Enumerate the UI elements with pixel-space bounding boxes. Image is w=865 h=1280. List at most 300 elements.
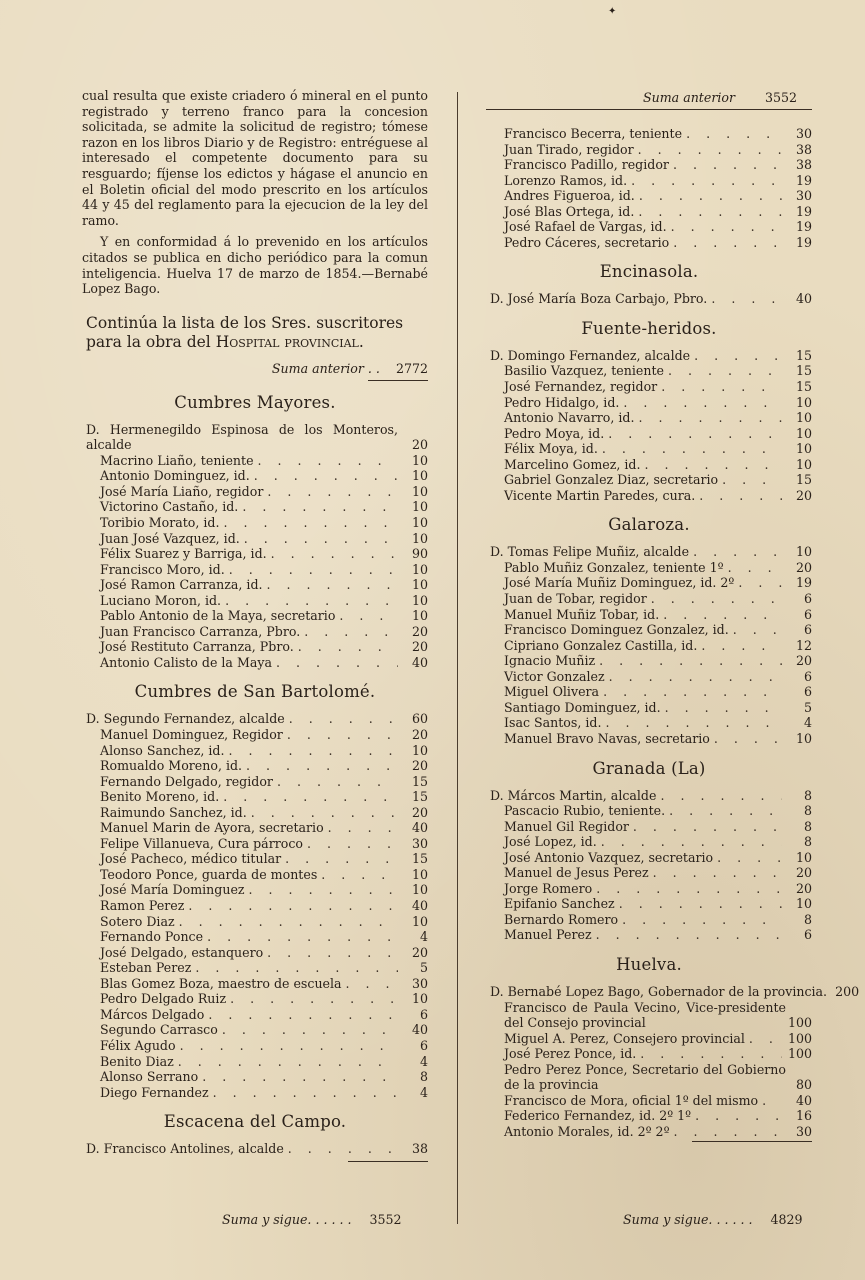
leader-dots: [596, 927, 782, 943]
entry-amount: 20: [795, 653, 812, 669]
entry-name: Esteban Perez: [100, 960, 192, 976]
town-heading: Escacena del Campo.: [163, 1112, 347, 1132]
entry-amount: 10: [411, 608, 428, 624]
entry-row: [486, 1046, 812, 1062]
entry-row: [486, 865, 812, 881]
edge-mark: ✦: [608, 6, 617, 17]
entry-name: Diego Fernandez: [100, 1084, 209, 1100]
entry-amount: 19: [795, 575, 812, 591]
entry-row: [82, 851, 428, 867]
entry-name: Teodoro Ponce, guarda de montes: [100, 866, 318, 882]
lead-entry: [486, 544, 812, 560]
entry-name: Alonso Sanchez, id.: [100, 742, 225, 758]
entry-row: [82, 960, 428, 976]
leader-dots: [289, 711, 398, 727]
entry-name: Blas Gomez Boza, maestro de escuela: [100, 975, 342, 991]
entry-row: [486, 622, 812, 638]
leader-dots: [179, 914, 398, 930]
entry-row: [82, 882, 428, 898]
entry-amount: 16: [795, 1108, 812, 1124]
entry-amount: 15: [795, 347, 812, 363]
leader-dots: [267, 577, 398, 593]
leader-dots: [321, 867, 398, 883]
right-total-label: Suma y sigue.: [623, 1212, 713, 1227]
entry-name: Pablo Antonio de la Maya, secretario: [100, 608, 336, 624]
entry-row: [486, 173, 812, 189]
entry-amount: 10: [411, 530, 428, 546]
entry-amount: 30: [411, 975, 428, 991]
entry-row: [486, 575, 812, 591]
town-heading: Fuente-heridos.: [581, 318, 717, 338]
leader-dots: [623, 395, 782, 411]
leader-dots: [229, 562, 398, 578]
leader-dots: [276, 655, 398, 671]
entry-row: [486, 363, 812, 379]
entry-name: Francisco Moro, id.: [100, 561, 225, 577]
leader-dots: [639, 188, 782, 204]
entry-amount: 10: [411, 991, 428, 1007]
entry-amount: 40: [795, 1092, 812, 1108]
leader-dots: [188, 898, 398, 914]
entry-name: Félix Moya, id.: [504, 441, 598, 457]
entry-row: [82, 531, 428, 547]
entry-name: D. Francisco Antolines, alcalde: [86, 1141, 284, 1157]
leader-dots: [267, 945, 398, 961]
list-title-prefix: Continúa la lista de los Sres. suscritores para la obra del: [86, 313, 404, 351]
leader-dots: [738, 575, 782, 591]
leader-dots: [699, 488, 782, 504]
entry-name: Manuel Dominguez, Regidor: [100, 727, 283, 743]
entry-name: Macrino Liaño, teniente: [100, 452, 254, 468]
entry-name: Antonio Calisto de la Maya: [100, 654, 272, 670]
entry-name: Francisco de Paula Vecino, Vice-presidente del Consejo provincial: [504, 999, 786, 1031]
leader-dots: [728, 560, 782, 576]
left-previous-value: 2772: [395, 360, 428, 376]
entry-row: [82, 499, 428, 515]
leader-dots: [668, 363, 782, 379]
entry-name: Victorino Castaño, id.: [100, 499, 239, 515]
entry-name: Manuel Muñiz Tobar, id.: [504, 606, 660, 622]
list-title-highlight: Hospital provincial.: [215, 332, 364, 351]
leader-dots: [225, 593, 398, 609]
leader-dots: [733, 622, 782, 638]
entry-amount: 5: [419, 960, 428, 976]
entry-name: Federico Fernandez, id. 2º 1º: [504, 1108, 692, 1124]
leader-dots: [622, 912, 782, 928]
leader-dots: [603, 684, 782, 700]
notice-paragraph-2: Y en conformidad á lo prevenido en los artículos citados se publica en dicho periódico para la comun inteligencia. Huelva 17 de marzo de 1854.—Bernabé Lopez Bago.: [82, 234, 428, 297]
leader-dots: [640, 1046, 782, 1062]
entry-row: [82, 593, 428, 609]
entry-name: Juan Tirado, regidor: [504, 141, 634, 157]
entry-amount: 8: [803, 911, 812, 927]
entry-amount: 4: [419, 929, 428, 945]
entry-row: [82, 1022, 428, 1038]
leader-dots: [661, 379, 782, 395]
entry-name: Sotero Diaz: [100, 913, 175, 929]
town-heading: Granada (La): [592, 758, 706, 778]
entry-amount: 30: [795, 126, 812, 141]
entry-row: [82, 1069, 428, 1085]
entry-name: Cipriano Gonzalez Castilla, id.: [504, 637, 698, 653]
lead-entry: [486, 788, 812, 804]
entry-name: Fernando Ponce: [100, 929, 204, 945]
entry-row: [486, 379, 812, 395]
entry-row: [82, 789, 428, 805]
entry-row: [486, 157, 812, 173]
entry-amount: 20: [795, 880, 812, 896]
entry-row: [486, 142, 812, 158]
entry-row: [82, 727, 428, 743]
entry-amount: 10: [411, 742, 428, 758]
leader-dots: [601, 834, 782, 850]
leader-dots: [298, 639, 398, 655]
entry-amount: 4: [419, 1084, 428, 1100]
entry-row: [82, 546, 428, 562]
leader-dots: [694, 348, 782, 364]
entry-amount: 20: [411, 727, 428, 743]
entry-row: [486, 896, 812, 912]
header-rule: [486, 109, 812, 110]
entry-name: Epifanio Sanchez: [504, 896, 615, 912]
entry-name: Benito Diaz: [100, 1053, 174, 1069]
entry-row: [82, 991, 428, 1007]
entry-row: [486, 410, 812, 426]
column-divider: [457, 92, 458, 1224]
leader-dots: [722, 472, 782, 488]
entry-name: José Restituto Carranza, Pbro.: [100, 639, 294, 655]
leader-dots: [695, 1108, 782, 1124]
entry-row: [82, 976, 428, 992]
leader-dots: [288, 1141, 398, 1157]
entry-row: [486, 235, 812, 251]
entry-row: [486, 731, 812, 747]
right-previous-value: 3552: [764, 90, 798, 105]
leader-dots: [287, 727, 398, 743]
entry-name: Juan Francisco Carranza, Pbro.: [100, 623, 301, 639]
entry-amount: 10: [795, 730, 812, 746]
entry-amount: 10: [795, 544, 812, 560]
left-running-total: Suma y sigue. . . . . . 3552: [222, 1212, 402, 1227]
entry-amount: 10: [411, 452, 428, 468]
entry-name: Juan de Tobar, regidor: [504, 591, 647, 607]
leader-dots: [599, 653, 782, 669]
leader-dots: [208, 1007, 398, 1023]
leader-dots: [285, 851, 398, 867]
leader-dots: [762, 1093, 782, 1109]
entry-row: [486, 607, 812, 623]
entry-row: [486, 1108, 812, 1124]
entry-row: [486, 803, 812, 819]
town-heading: Huelva.: [616, 954, 682, 974]
entry-row: [82, 562, 428, 578]
entry-amount: 30: [411, 835, 428, 851]
entry-name: José Delgado, estanquero: [100, 944, 264, 960]
entry-amount: 15: [411, 773, 428, 789]
entry-name: Manuel de Jesus Perez: [504, 865, 649, 881]
entry-name: José María Dominguez: [100, 882, 245, 898]
entry-name: Félix Suarez y Barriga, id.: [100, 546, 267, 562]
entry-row: [486, 395, 812, 411]
leader-dots: [671, 219, 782, 235]
entry-name: Toribio Morato, id.: [100, 515, 220, 530]
entry-row: [486, 715, 812, 731]
leader-dots: [602, 441, 782, 457]
entry-row: [82, 805, 428, 821]
entry-row: [82, 929, 428, 945]
entry-amount: 20: [411, 437, 428, 453]
entry-name: Francisco de Mora, oficial 1º del mismo: [504, 1092, 759, 1108]
leader-dots: [596, 881, 782, 897]
entry-row: [486, 684, 812, 700]
entry-name: Félix Agudo: [100, 1037, 176, 1053]
leader-dots: [228, 743, 398, 759]
entry-name: José Rafael de Vargas, id.: [504, 219, 667, 235]
entry-name: Pablo Muñiz Gonzalez, teniente 1º: [504, 559, 724, 575]
entry-name: Jorge Romero: [504, 880, 593, 896]
leader-dots: [178, 1054, 398, 1070]
leader-dots: [230, 991, 398, 1007]
leader-dots: [251, 805, 398, 821]
entry-amount: 200: [835, 983, 860, 999]
entry-amount: 20: [411, 944, 428, 960]
entry-row: [82, 758, 428, 774]
leader-dots: [693, 544, 782, 560]
entry-amount: 90: [411, 546, 428, 562]
entry-row: [82, 1085, 428, 1101]
entry-name: Manuel Gil Regidor: [504, 818, 629, 834]
entry-name: Victor Gonzalez: [504, 668, 605, 684]
entry-name: Manuel Marin de Ayora, secretario: [100, 820, 324, 836]
entry-name: D. Segundo Fernandez, alcalde: [86, 711, 285, 727]
entry-row: [486, 834, 812, 850]
entry-amount: 6: [803, 622, 812, 638]
entry-amount: 6: [803, 591, 812, 607]
entry-name: Manuel Bravo Navas, secretario: [504, 730, 710, 746]
entry-name: Isac Santos, id.: [504, 715, 602, 731]
entry-name: D. Domingo Fernandez, alcalde: [490, 347, 691, 363]
leader-dots: [749, 1031, 782, 1047]
leader-dots: [195, 960, 398, 976]
entry-amount: 30: [795, 1123, 812, 1139]
entry-name: Ignacio Muñiz: [504, 653, 596, 669]
entry-name: Alonso Serrano: [100, 1069, 199, 1085]
entry-row: [486, 850, 812, 866]
entry-amount: 4: [803, 715, 812, 731]
entry-amount: 100: [787, 1015, 812, 1031]
entry-amount: 15: [795, 379, 812, 395]
entry-amount: 6: [419, 1037, 428, 1053]
entry-row: [486, 881, 812, 897]
entry-amount: 10: [411, 866, 428, 882]
entry-row: [486, 441, 812, 457]
entry-row: [486, 472, 812, 488]
entry-amount: 38: [795, 141, 812, 157]
entry-row: [486, 560, 812, 576]
entry-name: Segundo Carrasco: [100, 1022, 218, 1038]
entry-name: D. Bernabé Lopez Bago, Gobernador de la provincia.: [490, 983, 828, 999]
entry-name: Pedro Moya, id.: [504, 425, 605, 441]
entry-amount: 10: [795, 394, 812, 410]
entry-name: D. Tomas Felipe Muñiz, alcalde: [490, 544, 690, 560]
entry-amount: 10: [795, 441, 812, 457]
entry-amount: 10: [795, 456, 812, 472]
entry-name: Pedro Hidalgo, id.: [504, 394, 620, 410]
leader-dots: [638, 410, 782, 426]
entry-name: Romualdo Moreno, id.: [100, 758, 243, 774]
entry-row: [486, 653, 812, 669]
entry-amount: 10: [411, 561, 428, 577]
right-previous-sum: [643, 90, 797, 105]
entry-amount: 8: [803, 803, 812, 819]
entry-row: [82, 1007, 428, 1023]
leader-dots: [605, 715, 782, 731]
entry-row: [82, 624, 428, 640]
entry-amount: 15: [795, 363, 812, 379]
leader-dots: [267, 484, 398, 500]
entry-amount: 15: [795, 472, 812, 488]
entry-amount: 40: [411, 1022, 428, 1038]
leader-dots: [207, 929, 398, 945]
entry-row: [82, 836, 428, 852]
entry-amount: 19: [795, 219, 812, 235]
entry-name: Fernando Delgado, regidor: [100, 773, 273, 789]
entry-row: [486, 1031, 812, 1047]
leader-dots: [665, 700, 782, 716]
entry-amount: 6: [419, 1006, 428, 1022]
entry-amount: 19: [795, 203, 812, 219]
leader-dots: [717, 850, 782, 866]
entry-amount: 4: [419, 1053, 428, 1069]
leader-dots: [339, 608, 398, 624]
entry-row: [486, 819, 812, 835]
leader-dots: [277, 774, 398, 790]
entry-name: José Antonio Vazquez, secretario: [504, 849, 714, 865]
entry-row: [486, 927, 812, 943]
entry-amount: 8: [803, 834, 812, 850]
entry-amount: 20: [795, 487, 812, 503]
leader-dots: [223, 515, 398, 531]
right-previous-label: Suma anterior: [643, 90, 735, 105]
leader-dots: [609, 669, 782, 685]
entry-amount: 19: [795, 234, 812, 250]
entry-amount: 12: [795, 637, 812, 653]
leader-dots: [653, 865, 782, 881]
right-sections: [486, 260, 860, 1142]
entry-amount: 100: [787, 1030, 812, 1046]
notice-paragraph-1: cual resulta que existe criadero ó mineral en el punto registrado y terreno franco para la concesion solicitada, se admite la solicitud de registro; tómese razon en los libros Diario y de Registro: entréguese al interesado el competente documento para su resguardo; fíjense los edictos y hágase el anuncio en el Boletin oficial del modo prescrito en los artículos 44 y 45 del reglamento para la ejecucion de la ley del ramo.: [82, 88, 428, 228]
entry-amount: 38: [411, 1141, 428, 1157]
entry-row: [486, 219, 812, 235]
entry-amount: 10: [411, 913, 428, 929]
entry-name: Manuel Perez: [504, 927, 592, 943]
leader-dots: [673, 157, 782, 173]
leader-dots: [202, 1069, 398, 1085]
entry-amount: 6: [803, 684, 812, 700]
entry-amount: 8: [803, 818, 812, 834]
lead-entry: [82, 1141, 428, 1157]
entry-row: [82, 655, 428, 671]
right-first-list: [486, 126, 812, 250]
entry-row: [486, 1000, 812, 1031]
closing-rule: [692, 1141, 812, 1142]
entry-row: [82, 453, 428, 469]
entry-name: José Pacheco, médico titular: [100, 851, 282, 867]
entry-amount: 10: [411, 483, 428, 499]
leader-dots: [638, 204, 782, 220]
entry-name: Basilio Vazquez, teniente: [504, 363, 664, 379]
entry-row: [486, 1093, 812, 1109]
entry-amount: 30: [795, 188, 812, 204]
leader-dots: [304, 624, 398, 640]
entry-amount: 10: [411, 882, 428, 898]
town-heading: Cumbres de San Bartolomé.: [134, 682, 376, 702]
entry-row: [486, 700, 812, 716]
leader-dots: [663, 607, 782, 623]
right-column: [486, 126, 860, 1145]
entry-name: José Perez Ponce, id.: [504, 1046, 637, 1062]
leader-dots: [254, 468, 398, 484]
entry-name: Antonio Navarro, id.: [504, 410, 635, 426]
left-previous-sum: Suma anterior . . 2772: [271, 360, 428, 376]
entry-name: José Blas Ortega, id.: [504, 203, 635, 219]
entry-amount: 15: [411, 789, 428, 805]
lead-entry: [486, 291, 812, 307]
entry-amount: 40: [411, 654, 428, 670]
entry-name: Pedro Delgado Ruiz: [100, 991, 227, 1007]
entry-amount: 10: [411, 499, 428, 515]
entry-name: José María Liaño, regidor: [100, 483, 264, 499]
entry-row: [82, 898, 428, 914]
entry-name: Márcos Delgado: [100, 1006, 205, 1022]
entry-name: D. Hermenegildo Espinosa de los Monteros, alcalde: [86, 421, 398, 453]
entry-name: José María Muñiz Dominguez, id. 2º: [504, 575, 735, 591]
left-total-value: 3552: [369, 1212, 402, 1227]
leader-dots: [271, 546, 398, 562]
left-total-label: Suma y sigue.: [222, 1212, 312, 1227]
leader-dots: [222, 1022, 398, 1038]
entry-amount: 40: [411, 820, 428, 836]
entry-name: Pedro Perez Ponce, Secretario del Gobierno de la provincia: [504, 1061, 786, 1093]
entry-name: Raimundo Sanchez, id.: [100, 804, 247, 820]
town-heading: Cumbres Mayores.: [174, 392, 336, 412]
entry-amount: 20: [411, 758, 428, 774]
entry-amount: 10: [795, 410, 812, 426]
leader-dots: [638, 142, 782, 158]
entry-amount: 6: [803, 927, 812, 943]
entry-amount: 10: [411, 515, 428, 530]
left-sections: [82, 391, 428, 1162]
entry-amount: 15: [411, 851, 428, 867]
entry-amount: 5: [803, 699, 812, 715]
entry-amount: 20: [411, 639, 428, 655]
entry-name: Ramon Perez: [100, 898, 185, 914]
leader-dots: [631, 173, 782, 189]
leader-dots: [644, 457, 782, 473]
leader-dots: [711, 291, 782, 307]
entry-name: Francisco Dominguez Gonzalez, id.: [504, 622, 729, 638]
entry-amount: 40: [411, 898, 428, 914]
lead-entry: [82, 422, 428, 453]
entry-amount: 100: [787, 1046, 812, 1062]
entry-amount: 6: [803, 668, 812, 684]
entry-amount: 10: [411, 592, 428, 608]
entry-row: [486, 912, 812, 928]
entry-row: [486, 638, 812, 654]
entry-row: [486, 126, 812, 142]
lead-entry: [486, 983, 860, 1000]
entry-name: Andres Figueroa, id.: [504, 188, 635, 204]
